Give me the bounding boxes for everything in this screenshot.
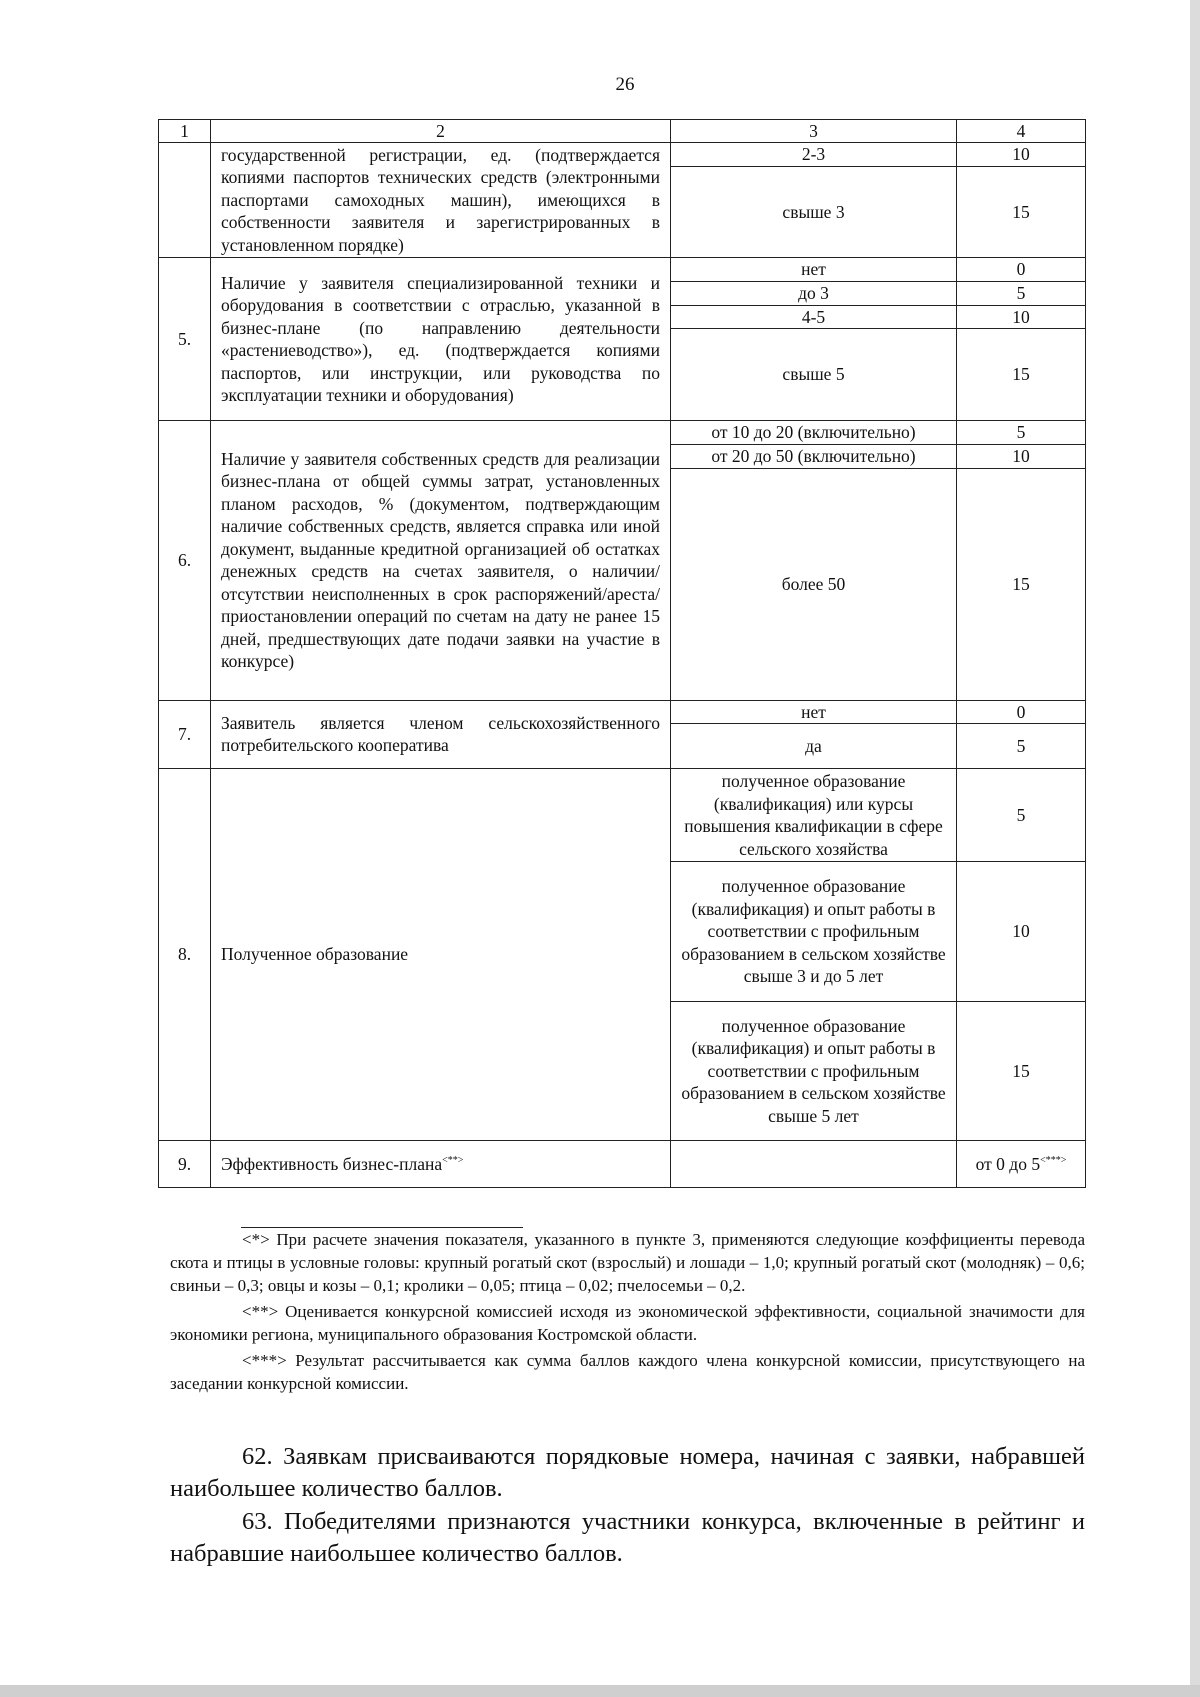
footnote-mark: <**> [442,1154,464,1166]
row-number: 9. [159,1141,211,1188]
criterion-description: Полученное образование [211,769,671,1141]
option-score: 15 [957,329,1086,421]
row-number: 8. [159,769,211,1141]
option-label: да [671,724,957,769]
table-row [159,769,1086,862]
option-label: свыше 5 [671,329,957,421]
criterion-description-text: Эффективность бизнес-плана [221,1153,443,1174]
option-score: 15 [957,167,1086,258]
header-col-3: 3 [671,120,957,143]
option-label: полученное образование (квалификация) и опыт работы в соответствии с профильным образованием в сельском хозяйстве свыше 3 и до 5 лет [671,862,957,1002]
row-number: 5. [159,258,211,421]
option-label: полученное образование (квалификация) или курсы повышения квалификации в сфере сельского хозяйства [671,769,957,862]
option-label: нет [671,258,957,282]
option-label: нет [671,700,957,724]
option-label-empty [671,1141,957,1188]
option-label: 4-5 [671,305,957,329]
criterion-description: Наличие у заявителя собственных средств для реализации бизнес-плана от общей суммы затрат, установленных планом расходов, % (документом, подтверждающим наличие собственных средств, является справка или иной документ, выданные кредитной организацией об остатках денежных средств на счетах заявителя, о наличии/отсутствии неисполненных в срок распоряжений/ареста/приостановлении операций по счетам на дату не ранее 15 дней, предшествующих дате подачи заявки на участие в конкурсе) [211,421,671,701]
footnotes [170,1228,1085,1395]
option-score [957,1141,1086,1188]
paragraph-63: 63. Победителями признаются участники конкурса, включенные в рейтинг и набравшие наибольшее количество баллов. [170,1508,1085,1567]
criterion-description: Заявитель является членом сельскохозяйственного потребительского кооператива [211,700,671,769]
criteria-table [158,119,1086,1188]
option-label: более 50 [671,468,957,700]
criterion-description: Наличие у заявителя специализированной техники и оборудования в соответствии с отраслью, указанной в бизнес-плане (по направлению деятельности «растениеводство»), ед. (подтверждается копиями паспортов, или инструкции, или руководства по эксплуатации техники и оборудования) [211,258,671,421]
option-score: 10 [957,444,1086,468]
option-label: до 3 [671,281,957,305]
footnote-2: <**> Оценивается конкурсной комиссией исходя из экономической эффективности, социальной значимости для экономики региона, муниципального образования Костромской области. [170,1302,1085,1344]
table-row [159,421,1086,445]
option-score: 10 [957,143,1086,167]
footnote-3: <***> Результат рассчитывается как сумма баллов каждого члена конкурсной комиссии, присутствующего на заседании конкурсной комиссии. [170,1351,1085,1393]
paragraph-62: 62. Заявкам присваиваются порядковые номера, начиная с заявки, набравшей наибольшее количество баллов. [170,1443,1085,1502]
option-score: 5 [957,769,1086,862]
table-row [159,258,1086,282]
option-score: 10 [957,305,1086,329]
option-label: свыше 3 [671,167,957,258]
table-row [159,143,1086,167]
table-row [159,1141,1086,1188]
row-number: 7. [159,700,211,769]
option-label: 2-3 [671,143,957,167]
criterion-description [211,1141,671,1188]
row-number [159,143,211,258]
option-score: 5 [957,724,1086,769]
option-score: 15 [957,1002,1086,1141]
criterion-description: государственной регистрации, ед. (подтверждается копиями паспортов технических средств (электронными паспортами самоходных машин), имеющихся в собственности заявителя и зарегистрированных в установленном порядке) [211,143,671,258]
scan-edge-bottom [0,1685,1200,1697]
option-score: 5 [957,281,1086,305]
table-row [159,700,1086,724]
header-col-4: 4 [957,120,1086,143]
scan-edge-right [1190,0,1200,1697]
option-score: 0 [957,258,1086,282]
header-col-1: 1 [159,120,211,143]
option-score: 5 [957,421,1086,445]
header-col-2: 2 [211,120,671,143]
option-label: от 20 до 50 (включительно) [671,444,957,468]
row-number: 6. [159,421,211,701]
score-range-text: от 0 до 5 [975,1153,1041,1174]
option-label: полученное образование (квалификация) и опыт работы в соответствии с профильным образованием в сельском хозяйстве свыше 5 лет [671,1002,957,1141]
page-number: 26 [615,74,635,95]
option-label: от 10 до 20 (включительно) [671,421,957,445]
footnote-mark: <***> [1040,1154,1067,1166]
footnote-1: <*> При расчете значения показателя, указанного в пункте 3, применяются следующие коэффициенты перевода скота и птицы в условные головы: крупный рогатый скот (взрослый) и лошади – 1,0; крупный рогатый скот (молодняк) – 0,6; свиньи – 0,3; овцы и козы – 0,1; кролики – 0,05; птица – 0,02; пчелосемьи – 0,2. [170,1230,1085,1295]
option-score: 0 [957,700,1086,724]
option-score: 10 [957,862,1086,1002]
table-header-row [159,120,1086,143]
option-score: 15 [957,468,1086,700]
